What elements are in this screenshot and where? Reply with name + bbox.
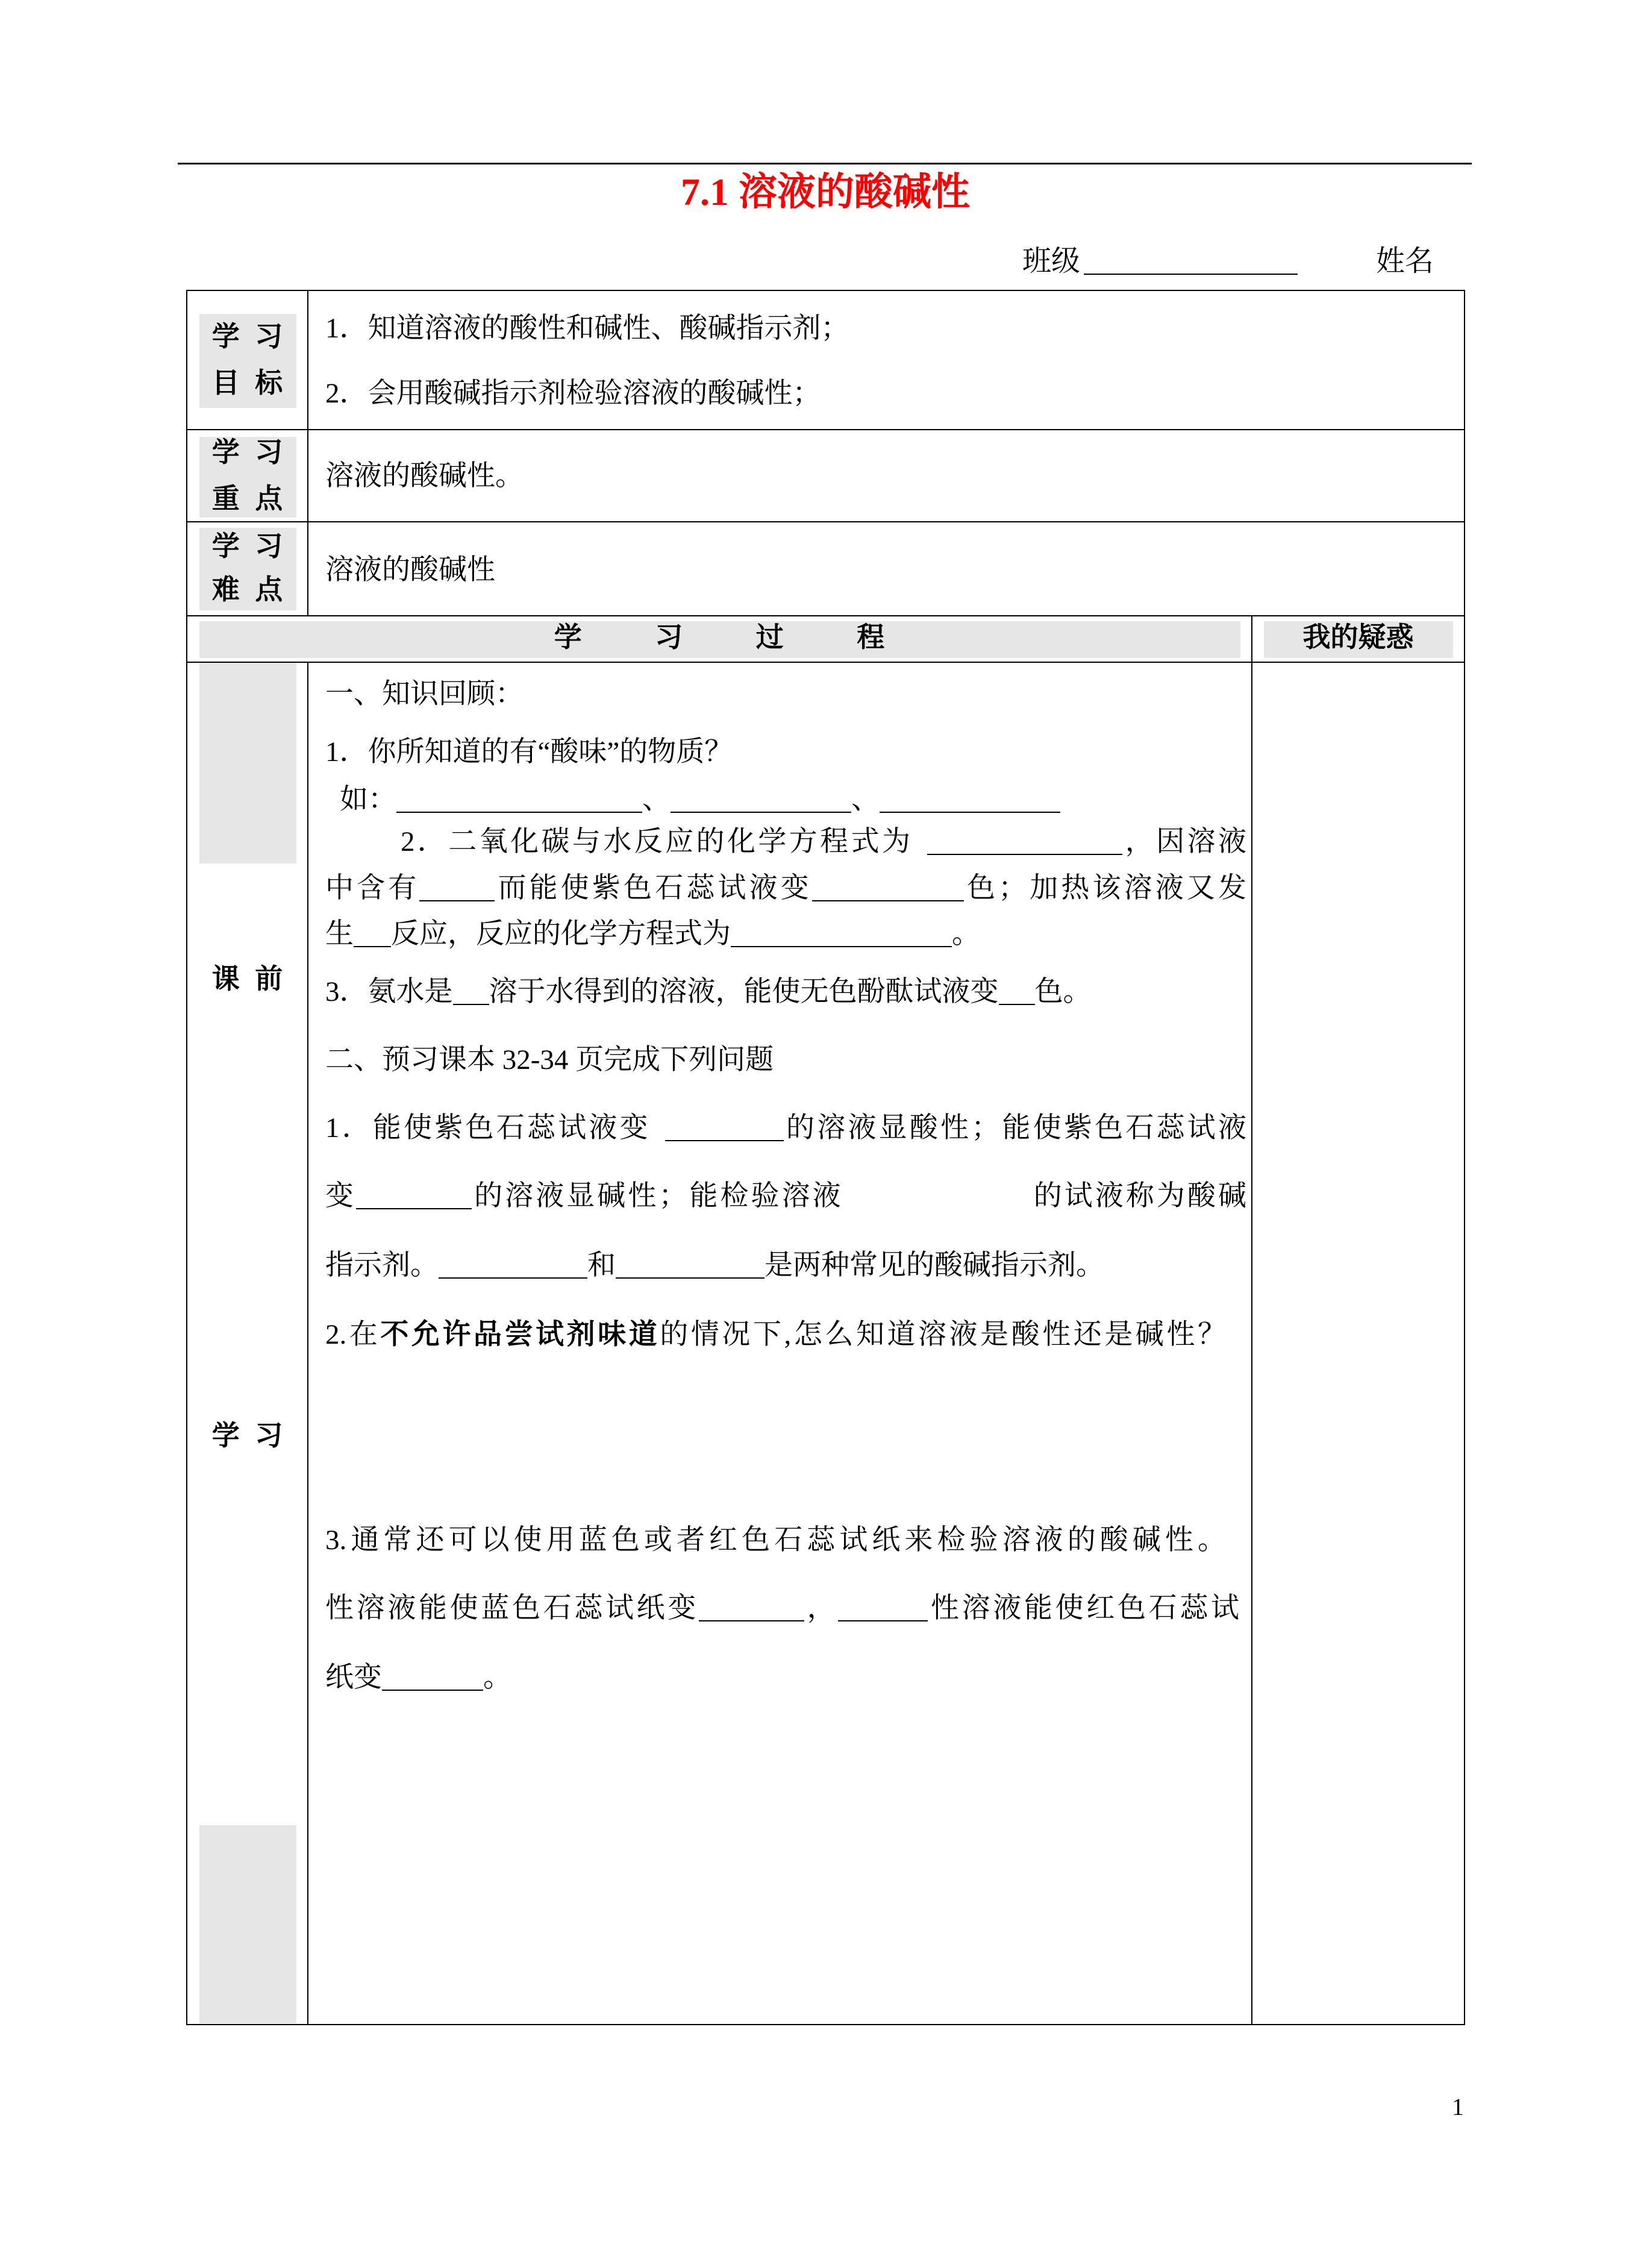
table-border-right bbox=[1464, 290, 1465, 2025]
question-emphasis: 不允许品尝试剂味道 bbox=[380, 1319, 660, 1350]
question-text: 。 bbox=[483, 1662, 511, 1693]
side-label-study: 学 习 bbox=[211, 1420, 283, 1451]
question-text: 2.在 bbox=[325, 1319, 381, 1350]
page-title: 7.1 溶液的酸碱性 bbox=[681, 171, 970, 213]
question-text: 反应，反应的化学方程式为 bbox=[391, 918, 731, 950]
preview-question-3-line-2 bbox=[325, 1594, 1239, 1623]
doubts-header: 我的疑惑 bbox=[1302, 622, 1414, 653]
preview-question-1-line-1 bbox=[325, 1114, 1246, 1142]
preview-question-1-line-2 bbox=[325, 1182, 1246, 1211]
answer-blank bbox=[812, 877, 964, 901]
question-text: 色；加热该溶液又发 bbox=[963, 872, 1247, 904]
answer-blank bbox=[419, 877, 495, 901]
table-row-divider bbox=[186, 521, 1465, 522]
answer-blank bbox=[356, 1185, 472, 1209]
preview-heading: 二、预习课本 32-34 页完成下列问题 bbox=[325, 1044, 774, 1076]
objectives-label-bottom: 目 标 bbox=[211, 368, 283, 398]
question-text: 性溶液能使蓝色石蕊试纸变 bbox=[325, 1593, 699, 1624]
answer-blank bbox=[999, 981, 1035, 1005]
question-text: 。 bbox=[952, 918, 980, 950]
key-points-label-top: 学 习 bbox=[211, 437, 283, 468]
answer-blank bbox=[671, 789, 851, 813]
difficulties-text: 溶液的酸碱性 bbox=[325, 554, 495, 586]
review-heading: 一、知识回顾： bbox=[325, 678, 524, 710]
header-rule bbox=[178, 163, 1472, 164]
question-text: 的溶液显碱性；能检验溶液 bbox=[472, 1180, 843, 1212]
answer-prefix: 如： bbox=[340, 784, 396, 815]
question-text: 是两种常见的酸碱指示剂。 bbox=[764, 1250, 1104, 1281]
answer-blank bbox=[396, 789, 642, 813]
name-label: 姓名 bbox=[1376, 245, 1434, 277]
question-text: 色。 bbox=[1034, 976, 1092, 1007]
table-row-divider bbox=[186, 615, 1465, 616]
answer-blank bbox=[699, 1597, 804, 1621]
student-info bbox=[1022, 247, 1434, 276]
review-question-2-line-3 bbox=[325, 919, 980, 948]
preview-question-3-line-1: 3.通常还可以使用蓝色或者红色石蕊试纸来检验溶液的酸碱性。 bbox=[325, 1524, 1226, 1556]
difficulties-label-top: 学 习 bbox=[211, 531, 283, 562]
question-text: 生 bbox=[325, 918, 354, 950]
question-text: 的情况下,怎么知道溶液是酸性还是碱性？ bbox=[660, 1319, 1227, 1350]
spacer bbox=[843, 1182, 1031, 1205]
question-text: 指示剂。 bbox=[325, 1250, 439, 1281]
question-text: 2．二氧化碳与水反应的化学方程式为 bbox=[401, 826, 913, 857]
objective-item: 1．知道溶液的酸性和碱性、酸碱指示剂； bbox=[325, 313, 849, 344]
key-points-label-bottom: 重 点 bbox=[211, 483, 283, 514]
objectives-label-top: 学 习 bbox=[211, 321, 283, 352]
question-text: 中含有 bbox=[325, 872, 420, 904]
difficulties-label-bottom: 难 点 bbox=[211, 574, 283, 605]
question-text: 而能使紫色石蕊试液变 bbox=[495, 872, 812, 904]
page-number: 1 bbox=[1452, 2093, 1464, 2120]
answer-blank bbox=[665, 1117, 784, 1141]
answer-blank bbox=[354, 923, 391, 947]
answer-blank bbox=[453, 981, 489, 1005]
answer-blank bbox=[838, 1597, 928, 1621]
review-question-2-line-2 bbox=[325, 874, 1246, 903]
question-text: ， bbox=[804, 1593, 839, 1624]
question-text: 1．能使紫色石蕊试液变 bbox=[325, 1112, 651, 1144]
question-text: 纸变 bbox=[325, 1662, 382, 1693]
preview-question-3-line-3 bbox=[325, 1663, 511, 1692]
side-label-pre-class: 课 前 bbox=[211, 963, 283, 994]
question-text: 3．氨水是 bbox=[325, 976, 453, 1007]
answer-blank bbox=[731, 923, 952, 947]
answer-separator: 、 bbox=[642, 784, 671, 815]
table-column-divider bbox=[307, 662, 308, 2025]
question-text: 的溶液显酸性；能使紫色石蕊试液 bbox=[783, 1112, 1247, 1144]
review-question-1-answer bbox=[340, 785, 1060, 814]
table-row-divider bbox=[186, 429, 1465, 430]
answer-blank bbox=[616, 1255, 764, 1279]
spacer bbox=[1298, 248, 1376, 271]
side-column-shading-bottom bbox=[199, 1825, 296, 2023]
table-row-divider bbox=[186, 662, 1465, 663]
preview-question-1-line-3 bbox=[325, 1251, 1104, 1280]
process-header-title: 学 习 过 程 bbox=[554, 622, 885, 653]
question-text: 性溶液能使红色石蕊试 bbox=[928, 1593, 1240, 1624]
side-column-shading-top bbox=[199, 663, 296, 863]
question-text: 和 bbox=[587, 1250, 616, 1281]
answer-separator: 、 bbox=[851, 784, 880, 815]
key-points-text: 溶液的酸碱性。 bbox=[325, 460, 524, 492]
question-text: ，因溶液 bbox=[1122, 826, 1247, 857]
review-question-1: 1．你所知道的有“酸味”的物质？ bbox=[325, 736, 733, 768]
preview-question-2 bbox=[325, 1320, 1226, 1349]
question-text: 溶于水得到的溶液，能使无色酚酞试液变 bbox=[489, 976, 999, 1007]
question-text: 变 bbox=[325, 1180, 357, 1212]
class-blank bbox=[1084, 251, 1298, 275]
table-border-top bbox=[186, 290, 1465, 291]
answer-blank bbox=[927, 831, 1122, 855]
objective-item: 2．会用酸碱指示剂检验溶液的酸碱性； bbox=[325, 378, 821, 409]
review-question-3 bbox=[325, 977, 1092, 1006]
class-label: 班级 bbox=[1022, 245, 1081, 277]
table-border-bottom bbox=[186, 2024, 1465, 2025]
table-column-divider bbox=[1251, 615, 1252, 2025]
answer-blank bbox=[382, 1667, 483, 1691]
question-text: 的试液称为酸碱 bbox=[1031, 1180, 1247, 1212]
answer-blank bbox=[439, 1255, 587, 1279]
answer-blank bbox=[880, 789, 1060, 813]
review-question-2-line-1 bbox=[401, 827, 1246, 856]
